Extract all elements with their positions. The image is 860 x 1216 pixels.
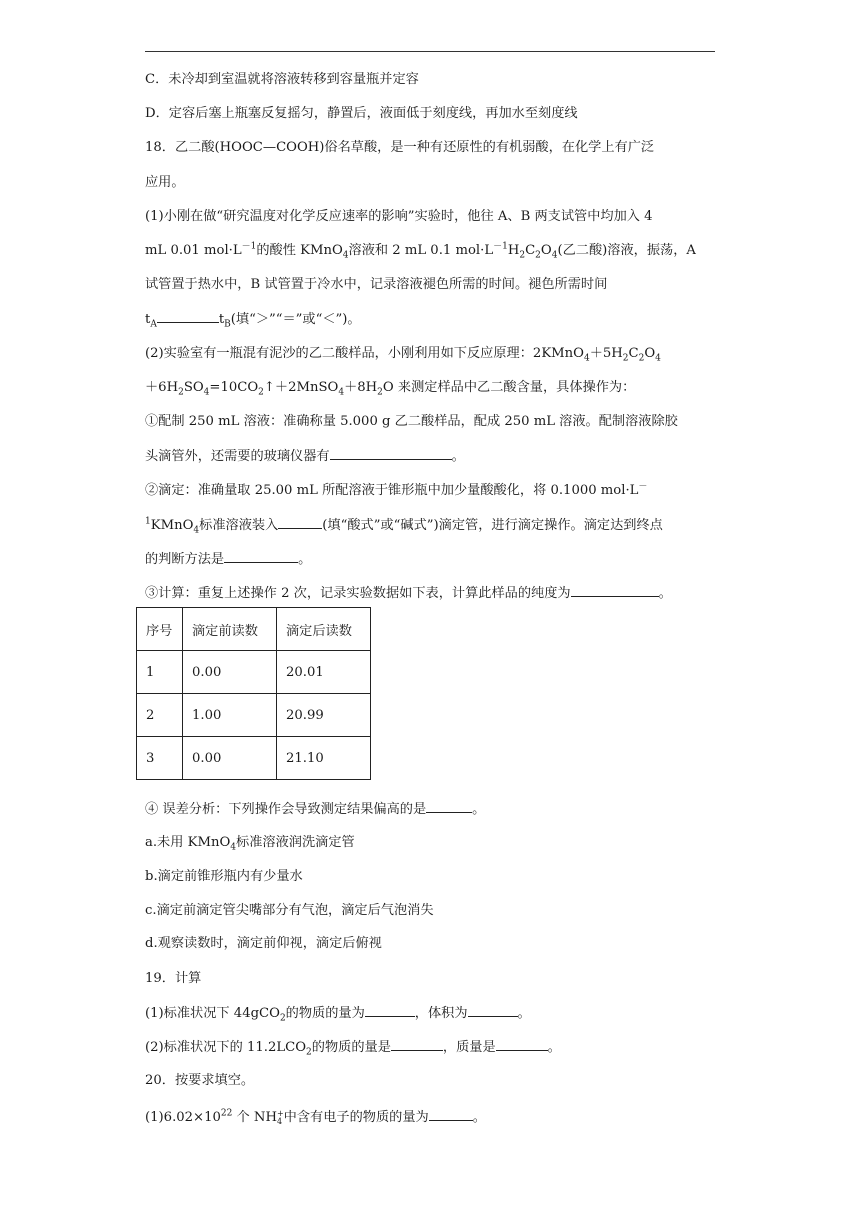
text: mL 0.01 mol·L <box>145 243 242 258</box>
subscript: 2 <box>638 353 645 364</box>
text: 标准溶液装入 <box>199 518 279 533</box>
table-cell: 20.01 <box>277 651 371 694</box>
q18-step3 <box>145 583 672 604</box>
q20-title: 20．按要求填空。 <box>145 1073 255 1088</box>
text: C <box>525 243 536 258</box>
table-header-cell: 序号 <box>137 608 183 651</box>
table-cell: 0.00 <box>183 651 277 694</box>
table-row <box>137 651 371 694</box>
q18-option-b: b.滴定前锥形瓶内有少量水 <box>145 869 303 884</box>
text: t <box>218 312 225 327</box>
text: (2)实验室有一瓶混有泥沙的乙二酸样品，小刚利用如下反应原理：2KMnO <box>145 346 584 361</box>
subscript: 2 <box>178 387 184 398</box>
text: (填“酸式”或“碱式”)滴定管，进行滴定操作。滴定达到终点 <box>322 518 663 533</box>
text: 。 <box>547 1040 561 1055</box>
superscript: + <box>276 1109 284 1118</box>
text: a.未用 KMnO <box>145 835 231 850</box>
subscript: 4 <box>193 525 200 536</box>
text: 的物质的量是 <box>311 1040 391 1055</box>
q18-step4 <box>145 799 485 820</box>
text: ，质量是 <box>442 1040 496 1055</box>
subscript: 4 <box>230 842 237 853</box>
q18-intro-line1: 18．乙二酸(HOOC—COOH)俗名草酸，是一种有还原性的有机弱酸，在化学上有广泛 <box>145 140 655 155</box>
q19-line1 <box>145 1003 531 1024</box>
subscript: 2 <box>279 1013 286 1024</box>
text: 头滴管外，还需要的玻璃仪器有 <box>145 449 330 464</box>
text: 。 <box>517 1006 531 1021</box>
text: ↑＋2MnSO <box>263 380 339 395</box>
superscript: 1 <box>145 516 151 527</box>
text: O <box>540 243 552 258</box>
answer-blank[interactable] <box>224 549 298 563</box>
superscript: －1 <box>241 241 257 252</box>
answer-blank[interactable] <box>330 446 452 460</box>
text: t <box>145 312 151 327</box>
answer-blank[interactable] <box>391 1037 443 1051</box>
q18-part1-line1: (1)小刚在做“研究温度对化学反应速率的影响”实验时，他往 A、B 两支试管中均加入 4 <box>145 209 653 224</box>
text: H <box>507 243 520 258</box>
subscript: B <box>224 319 231 330</box>
answer-blank[interactable] <box>365 1003 415 1017</box>
text: C <box>628 346 639 361</box>
q20-line1 <box>145 1107 486 1128</box>
text: 。 <box>658 586 672 601</box>
text: O 来测定样品中乙二酸含量，具体操作为： <box>382 380 636 395</box>
text: ，体积为 <box>414 1006 468 1021</box>
table-cell: 2 <box>137 694 183 737</box>
text: 。 <box>298 552 312 567</box>
subscript: 4 <box>203 387 210 398</box>
text: 。 <box>472 802 486 817</box>
subscript: A <box>150 319 157 330</box>
text: =10CO <box>209 380 259 395</box>
table-cell: 0.00 <box>183 737 277 780</box>
answer-blank[interactable] <box>157 309 219 323</box>
text: (填“＞”“＝”或“＜”)。 <box>230 312 361 327</box>
q18-part1-line3: 试管置于热水中，B 试管置于冷水中，记录溶液褪色所需的时间。褪色所需时间 <box>145 277 608 292</box>
text: (1)标准状况下 44gCO <box>145 1006 280 1021</box>
text: 标准溶液润洗滴定管 <box>236 835 355 850</box>
q18-option-d: d.观察读数时，滴定前仰视，滴定后俯视 <box>145 936 382 951</box>
text: ＋6H <box>145 380 179 395</box>
answer-blank[interactable] <box>426 799 472 813</box>
q18-step2-line3 <box>145 549 311 570</box>
q18-step1-line2 <box>145 446 465 467</box>
titration-data-table <box>136 607 371 780</box>
table-header-cell: 滴定前读数 <box>183 608 277 651</box>
superscript: － <box>638 481 648 492</box>
subscript: 4 <box>342 250 349 261</box>
table-row <box>137 737 371 780</box>
text: (乙二酸)溶液，振荡，A <box>557 243 696 258</box>
subscript: 2 <box>306 1047 312 1058</box>
text: 的酸性 KMnO <box>256 243 343 258</box>
subscript: 4 <box>551 250 558 261</box>
q18-step2-line2 <box>145 515 663 536</box>
subscript: 2 <box>535 250 541 261</box>
text: (1)6.02×10 <box>145 1110 221 1125</box>
answer-blank[interactable] <box>496 1037 548 1051</box>
subscript: 4 <box>276 1117 283 1126</box>
q19-title: 19．计算 <box>145 971 202 986</box>
table-header-row <box>137 608 371 651</box>
q18-step1-line1: ①配制 250 mL 溶液：准确称量 5.000 g 乙二酸样品，配成 250 mL 溶液。配制溶液除胶 <box>145 414 678 429</box>
q18-part2-line1 <box>145 344 661 364</box>
text: 中含有电子的物质的量为 <box>283 1110 429 1125</box>
text: SO <box>183 380 204 395</box>
text: ③计算：重复上述操作 2 次，记录实验数据如下表，计算此样品的纯度为 <box>145 586 571 601</box>
text: ②滴定：准确量取 25.00 mL 所配溶液于锥形瓶中加少量酸酸化，将 0.1000 mol·L <box>145 483 639 498</box>
q17-option-d: D．定容后塞上瓶塞反复摇匀，静置后，液面低于刻度线，再加水至刻度线 <box>145 106 578 121</box>
q17-option-c: C．未冷却到室温就将溶液转移到容量瓶并定容 <box>145 72 419 87</box>
text: 个 NH <box>232 1110 277 1125</box>
header-rule <box>145 51 715 52</box>
q19-line2 <box>145 1037 561 1058</box>
table-cell: 1 <box>137 651 183 694</box>
q18-option-a <box>145 833 355 853</box>
answer-blank[interactable] <box>468 1003 518 1017</box>
subscript: 2 <box>258 387 264 398</box>
q18-step2-line1 <box>145 481 647 501</box>
answer-blank[interactable] <box>429 1107 473 1121</box>
text: 溶液和 2 mL 0.1 mol·L <box>348 243 494 258</box>
table-cell: 3 <box>137 737 183 780</box>
text: 的物质的量为 <box>285 1006 365 1021</box>
q18-intro-line2: 应用。 <box>145 175 185 190</box>
table-row <box>137 694 371 737</box>
table-header-cell: 滴定后读数 <box>277 608 371 651</box>
subscript: 2 <box>519 250 526 261</box>
subscript: 4 <box>583 353 590 364</box>
subscript: 2 <box>622 353 629 364</box>
text: 。 <box>472 1110 486 1125</box>
q18-option-c: c.滴定前滴定管尖嘴部分有气泡，滴定后气泡消失 <box>145 903 434 918</box>
subscript: 4 <box>655 353 661 364</box>
text: 的判断方法是 <box>145 552 225 567</box>
text: ＋8H <box>344 380 378 395</box>
table-cell: 20.99 <box>277 694 371 737</box>
answer-blank[interactable] <box>571 583 659 597</box>
text: ④ 误差分析：下列操作会导致测定结果偏高的是 <box>145 802 427 817</box>
answer-blank[interactable] <box>278 515 322 529</box>
q18-part2-line2 <box>145 378 635 398</box>
text: 。 <box>451 449 465 464</box>
superscript: －1 <box>493 241 508 252</box>
text: ＋5H <box>589 346 623 361</box>
superscript: 22 <box>220 1108 233 1119</box>
q18-part1-line2 <box>145 241 696 261</box>
text: O <box>644 346 656 361</box>
text: (2)标准状况下的 11.2LCO <box>145 1040 307 1055</box>
table-cell: 1.00 <box>183 694 277 737</box>
subscript: 4 <box>338 387 345 398</box>
subscript: 2 <box>377 387 383 398</box>
q18-part1-line4 <box>145 309 361 330</box>
table-cell: 21.10 <box>277 737 371 780</box>
text: KMnO <box>150 518 194 533</box>
